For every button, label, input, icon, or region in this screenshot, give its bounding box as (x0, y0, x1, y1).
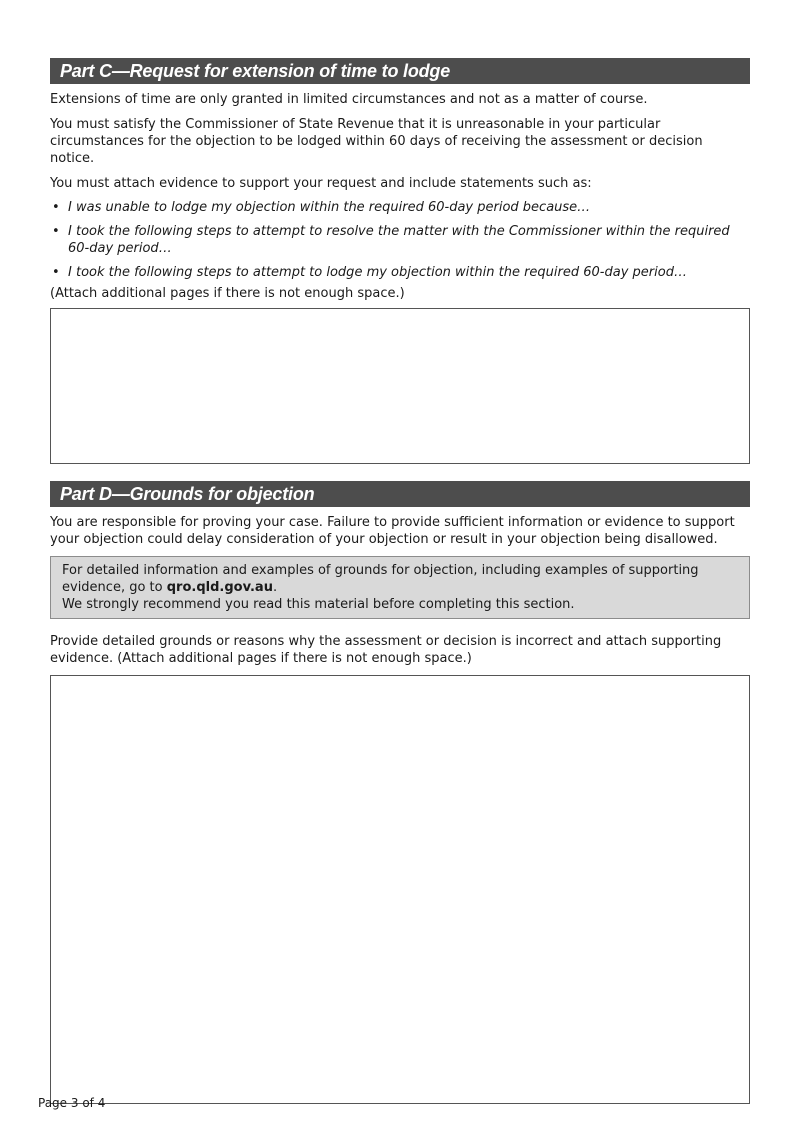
part-c-statement-list (50, 199, 750, 281)
part-c-para-1: Extensions of time are only granted in limited circumstances and not as a matter of course. (50, 92, 648, 107)
part-c-attach-note: (Attach additional pages if there is not enough space.) (50, 286, 405, 301)
statement-text: I took the following steps to attempt to lodge my objection within the required 60-day period… (68, 265, 687, 280)
list-item (50, 264, 750, 281)
info-text: For detailed information and examples of grounds for objection, including examples of supporting evidence, go to (62, 563, 699, 595)
page-number: Page 3 of 4 (38, 1096, 106, 1110)
part-d-header: Part D—Grounds for objection (50, 481, 750, 507)
form-page (50, 58, 750, 1104)
part-d-para-1: You are responsible for proving your case. Failure to provide sufficient information or evidence to support your objection could delay consideration of your objection or result in your objection being disallowed. (50, 515, 735, 547)
part-c-header: Part C—Request for extension of time to lodge (50, 58, 750, 84)
info-line-1 (62, 562, 738, 596)
statement-text: I was unable to lodge my objection within the required 60-day period because… (68, 200, 591, 215)
part-c-para-2: You must satisfy the Commissioner of State Revenue that it is unreasonable in your particular circumstances for the objection to be lodged within 60 days of receiving the assessment or decision notice. (50, 117, 703, 166)
part-d-instruction: Provide detailed grounds or reasons why the assessment or decision is incorrect and attach supporting evidence. (Attach additional pages if there is not enough space.) (50, 634, 722, 666)
statement-text: I took the following steps to attempt to resolve the matter with the Commissioner within the required 60-day period… (68, 224, 730, 256)
grounds-field[interactable] (50, 675, 750, 1104)
list-item (50, 223, 750, 257)
info-text-end: . (272, 580, 278, 595)
bullet-icon: • (52, 200, 60, 215)
part-c-para-3: You must attach evidence to support your request and include statements such as: (50, 176, 592, 191)
list-item (50, 199, 750, 216)
info-line-2: We strongly recommend you read this material before completing this section. (62, 597, 575, 612)
bullet-icon: • (52, 265, 60, 280)
website-link[interactable]: qro.qld.gov.au (166, 580, 273, 595)
info-box (50, 556, 750, 619)
bullet-icon: • (52, 224, 60, 239)
extension-reason-field[interactable] (50, 308, 750, 464)
